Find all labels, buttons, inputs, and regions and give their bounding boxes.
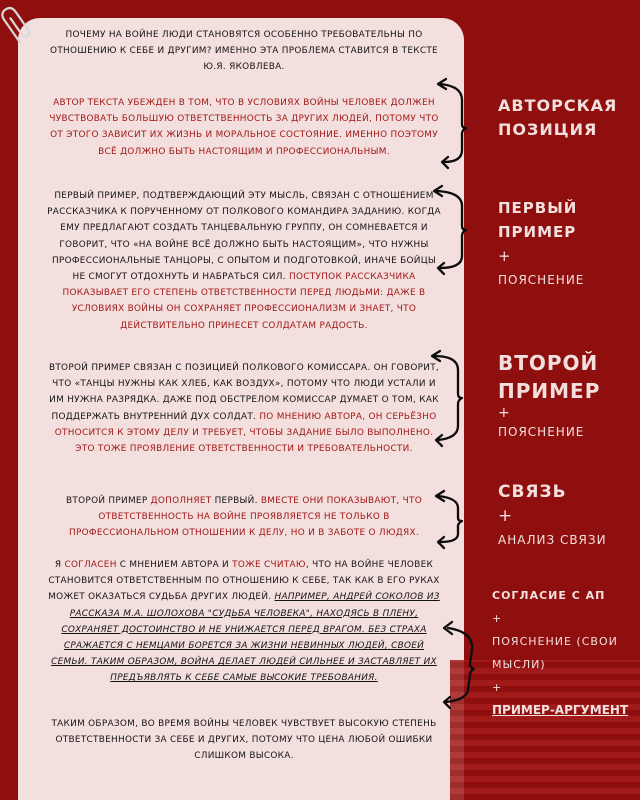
label-second-example-line3: ПОЯСНЕНИЕ [498, 425, 585, 439]
label-second-example [498, 349, 600, 443]
paperclip-icon [0, 0, 40, 50]
paragraph-problem [46, 27, 442, 76]
label-connection-line1: СВЯЗЬ [498, 482, 567, 502]
connection-text-2: ПЕРВЫЙ. [211, 496, 261, 506]
connection-keyword: ДОПОЛНЯЕТ [150, 496, 212, 506]
agreement-text-1: Я [54, 560, 65, 570]
author-position-text: АВТОР ТЕКСТА УБЕЖДЕН В ТОМ, ЧТО В УСЛОВИЯХ ВОЙНЫ ЧЕЛОВЕК ДОЛЖЕН ЧУВСТВОВАТЬ БОЛЬШУЮ ОТВЕТСТВЕННОСТЬ ЗА ДРУГИХ ЛЮДЕЙ, ПОТОМУ ЧТО ОТ ЭТОГО ЗАВИСИТ ИХ ЖИЗНЬ И МОРАЛЬНОЕ СОСТОЯНИЕ. ИМЕННО ПОЭТОМУ ВСЁ ДОЛЖНО БЫТЬ НАСТОЯЩИМ И ПРОФЕССИОНАЛЬНЫМ. [49, 98, 439, 157]
label-author-position [498, 94, 617, 142]
label-agreement-line3: МЫСЛИ) [492, 658, 546, 671]
label-connection-plus: + [498, 506, 513, 526]
agreement-text-3: , ЧТО НА ВОЙНЕ ЧЕЛОВЕК СТАНОВИТСЯ ОТВЕТСТВЕННЫМ ПО ОТНОШЕНИЮ К СЕБЕ, ТАК КАК В ЕГО РУКАХ МОЖЕТ ОКАЗАТЬСЯ СУДЬБА ДРУГИХ ЛЮДЕЙ. [48, 560, 440, 603]
label-first-example-line3: ПОЯСНЕНИЕ [498, 273, 585, 287]
first-example-explanation: ПОСТУПОК РАССКАЗЧИКА ПОКАЗЫВАЕТ ЕГО СТЕПЕНЬ ОТВЕТСТВЕННОСТИ ПЕРЕД ЛЮДЬМИ: ДАЖЕ В УСЛОВИЯХ ВОЙНЫ ОН СОХРАНЯЕТ ПРОФЕССИОНАЛИЗМ И ЗНАЕТ, ЧТО ДЕЙСТВИТЕЛЬНО ПРИНЕСЕТ СОЛДАТАМ РАДОСТЬ. [62, 272, 426, 331]
label-author-position-line1: АВТОРСКАЯ [498, 96, 618, 115]
label-agreement-plus1: + [492, 612, 502, 625]
label-first-example [498, 196, 584, 292]
agreement-keyword-1: СОГЛАСЕН [64, 560, 117, 570]
essay-card [18, 18, 464, 800]
paragraph-conclusion [46, 716, 442, 765]
label-first-example-plus: + [498, 247, 511, 265]
connection-text-1: ВТОРОЙ ПРИМЕР [66, 496, 151, 506]
label-second-example-line2: ПРИМЕР [498, 379, 601, 403]
label-agreement [492, 584, 628, 722]
connection-analysis: ВМЕСТЕ ОНИ ПОКАЗЫВАЮТ, ЧТО ОТВЕТСТВЕННОСТЬ НА ВОЙНЕ ПРОЯВЛЯЕТСЯ НЕ ТОЛЬКО В ПРОФЕССИОНАЛЬНОМ ОТНОШЕНИИ К ДЕЛУ, НО И В ЗАБОТЕ О ЛЮДЯХ. [69, 496, 422, 539]
label-second-example-plus: + [498, 405, 510, 421]
paragraph-second-example [46, 360, 442, 457]
label-author-position-line2: ПОЗИЦИЯ [498, 120, 598, 139]
problem-text: ПОЧЕМУ НА ВОЙНЕ ЛЮДИ СТАНОВЯТСЯ ОСОБЕННО ТРЕБОВАТЕЛЬНЫ ПО ОТНОШЕНИЮ К СЕБЕ И ДРУГИМ? ИМЕННО ЭТА ПРОБЛЕМА СТАВИТСЯ В ТЕКСТЕ Ю.Я. ЯКОВЛЕВА. [50, 30, 438, 73]
paragraph-author-position [46, 95, 442, 160]
label-second-example-line1: ВТОРОЙ [498, 351, 599, 375]
agreement-text-2: С МНЕНИЕМ АВТОРА И [116, 560, 233, 570]
label-first-example-line1: ПЕРВЫЙ [498, 199, 578, 217]
second-example-text: ВТОРОЙ ПРИМЕР СВЯЗАН С ПОЗИЦИЕЙ ПОЛКОВОГО КОМИССАРА. ОН ГОВОРИТ, ЧТО «ТАНЦЫ НУЖНЫ КАК ХЛЕБ, КАК ВОЗДУХ», ПОТОМУ ЧТО ЛЮДИ УСТАЛИ И ИМ НУЖНА РАЗРЯДКА. ДАЖЕ ПОД ОБСТРЕЛОМ КОМИССАР ДУМАЕТ О ТОМ, КАК ПОДДЕРЖАТЬ ВНУТРЕННИЙ ДУХ СОЛДАТ. [48, 363, 440, 422]
label-agreement-line1: СОГЛАСИЕ С АП [492, 589, 606, 602]
label-connection-line2: АНАЛИЗ СВЯЗИ [498, 533, 607, 547]
label-agreement-line4: ПРИМЕР-АРГУМЕНТ [492, 703, 629, 717]
first-example-text: ПЕРВЫЙ ПРИМЕР, ПОДТВЕРЖДАЮЩИЙ ЭТУ МЫСЛЬ, СВЯЗАН С ОТНОШЕНИЕМ РАССКАЗЧИКА К ПОРУЧЕННОМУ ОТ ПОЛКОВОГО КОМАНДИРА ЗАДАНИЮ. КОГДА ЕМУ ПРЕДЛАГАЮТ СОЗДАТЬ ТАНЦЕВАЛЬНУЮ ГРУППУ, ОН СОМНЕВАЕТСЯ И ГОВОРИТ, ЧТО «НА ВОЙНЕ ВСЁ ДОЛЖНО БЫТЬ НАСТОЯЩИМ», ЧТО НУЖНЫ ПРОФЕССИОНАЛЬНЫЕ ТАНЦОРЫ, С ОПЫТОМ И ПОДГОТОВКОЙ, ИНАЧЕ БОЙЦЫ НЕ СМОГУТ ОТДОХНУТЬ И НАБРАТЬСЯ СИЛ. [47, 191, 441, 283]
label-connection [498, 480, 607, 552]
paragraph-first-example [46, 188, 442, 334]
second-example-explanation: ПО МНЕНИЮ АВТОРА, ОН СЕРЬЁЗНО ОТНОСИТСЯ К ЭТОМУ ДЕЛУ И ТРЕБУЕТ, ЧТОБЫ ЗАДАНИЕ БЫЛО ВЫПОЛНЕНО. ЭТО ТОЖЕ ПРОЯВЛЕНИЕ ОТВЕТСТВЕННОСТИ И ТРЕБОВАТЕЛЬНОСТИ. [54, 411, 437, 455]
argument-example-text: НАПРИМЕР, АНДРЕЙ СОКОЛОВ ИЗ РАССКАЗА М.А. ШОЛОХОВА "СУДЬБА ЧЕЛОВЕКА", НАХОДЯСЬ В ПЛЕНУ, СОХРАНЯЕТ ДОСТОИНСТВО И НЕ УНИЖАЕТСЯ ПЕРЕД ВРАГОМ. БЕЗ СТРАХА СРАЖАЕТСЯ С НЕМЦАМИ БОРЕТСЯ ЗА ЖИЗНИ НЕВИННЫХ ЛЮДЕЙ, СВОЕЙ СЕМЬИ. ТАКИМ ОБРАЗОМ, ВОЙНА ДЕЛАЕТ ЛЮДЕЙ СИЛЬНЕЕ И ЗАСТАВЛЯЕТ ИХ ПРЕДЪЯВЛЯТЬ К СЕБЕ САМЫЕ ВЫСОКИЕ ТРЕБОВАНИЯ. [51, 592, 440, 684]
agreement-keyword-2: ТОЖЕ СЧИТАЮ [232, 560, 306, 570]
paragraph-connection [46, 493, 442, 542]
label-first-example-line2: ПРИМЕР [498, 223, 577, 241]
label-agreement-line2: ПОЯСНЕНИЕ (СВОИ [492, 635, 618, 648]
paragraph-agreement [46, 557, 442, 687]
conclusion-text: ТАКИМ ОБРАЗОМ, ВО ВРЕМЯ ВОЙНЫ ЧЕЛОВЕК ЧУВСТВУЕТ ВЫСОКУЮ СТЕПЕНЬ ОТВЕТСТВЕННОСТИ ЗА СЕБЕ И ДРУГИХ, ПОТОМУ ЧТО ЦЕНА ЛЮБОЙ ОШИБКИ СЛИШКОМ ВЫСОКА. [51, 719, 437, 762]
label-agreement-plus2: + [492, 681, 502, 694]
